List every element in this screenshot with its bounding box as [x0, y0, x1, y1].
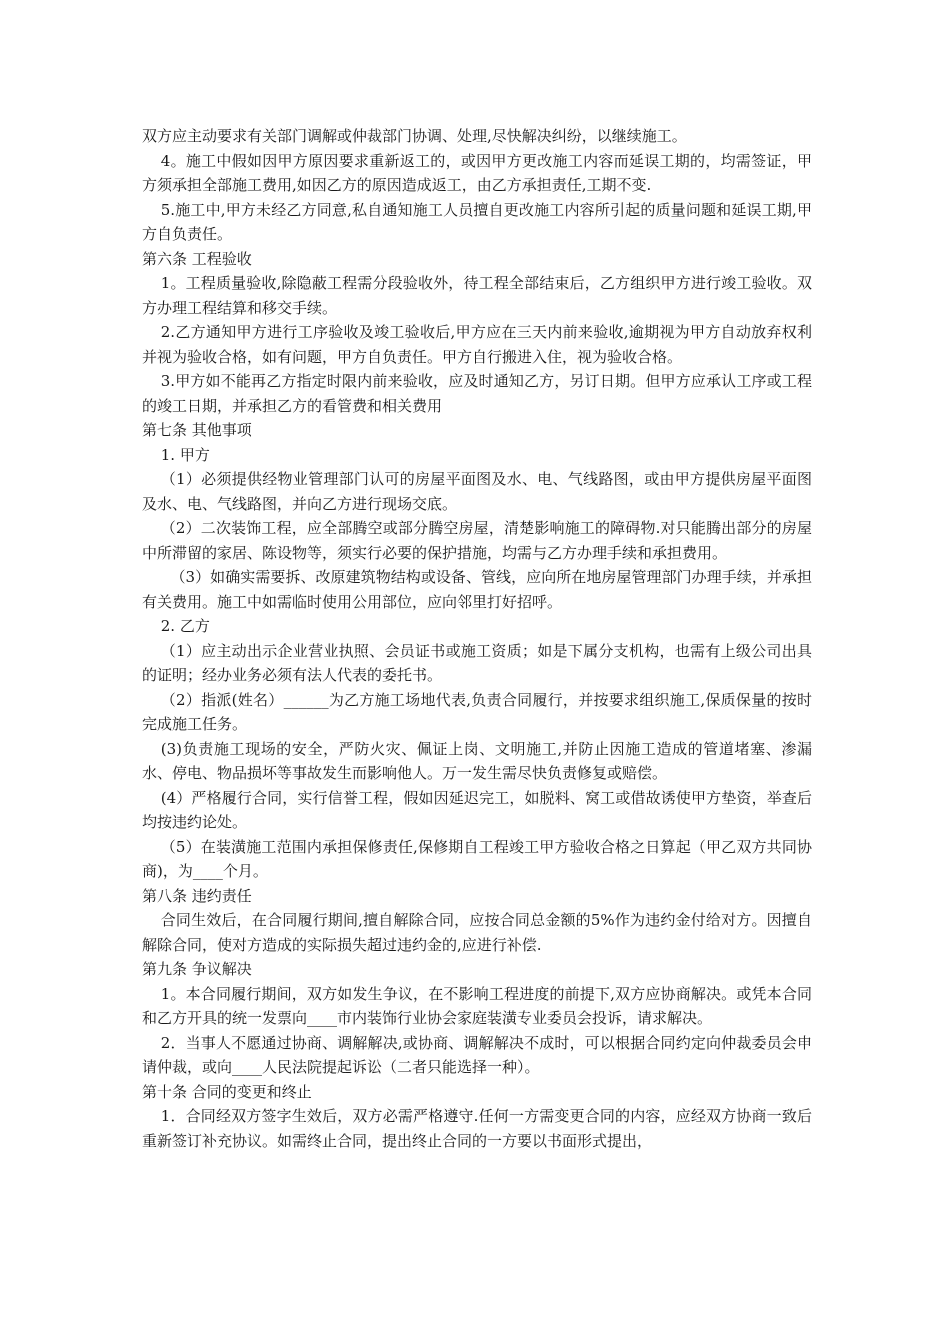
paragraph: (4）严格履行合同，实行信誉工程，假如因延迟完工，如脱料、窝工或借故诱使甲方垫资，举查后均按违约论处。	[142, 788, 812, 831]
paragraph: 双方应主动要求有关部门调解或仲裁部门协调、处理,尽快解决纠纷，以继续施工。	[142, 127, 687, 145]
paragraph: 2．当事人不愿通过协商、调解解决,或协商、调解解决不成时，可以根据合同约定向仲裁委员会申请仲裁，或向____人民法院提起诉讼（二者只能选择一种）。	[142, 1033, 812, 1076]
section-heading: 第十条 合同的变更和终止	[142, 1082, 312, 1101]
paragraph: (3)负责施工现场的安全，严防火灾、佩证上岗、文明施工,并防止因施工造成的管道堵塞、渗漏水、停电、物品损坏等事故发生而影响他人。万一发生需尽快负责修复或赔偿。	[142, 739, 812, 782]
paragraph: 1. 甲方	[160, 445, 210, 464]
paragraph: 2. 乙方	[160, 617, 210, 635]
section-heading: 第八条 违约责任	[142, 886, 252, 905]
paragraph: （2）指派(姓名）______为乙方施工场地代表,负责合同履行，并按要求组织施工,保质保量的按时完成施工任务。	[142, 690, 812, 733]
paragraph: （1）应主动出示企业营业执照、会员证书或施工资质；如是下属分支机构，也需有上级公司出具的证明；经办业务必须有法人代表的委托书。	[142, 641, 812, 684]
paragraph: （5）在装潢施工范围内承担保修责任,保修期自工程竣工甲方验收合格之日算起（甲乙双方共同协商)，为____个月。	[142, 837, 812, 880]
paragraph: 3.甲方如不能再乙方指定时限内前来验收，应及时通知乙方，另订日期。但甲方应承认工序或工程的竣工日期，并承担乙方的看管费和相关费用	[142, 372, 812, 415]
paragraph: 4。施工中假如因甲方原因要求重新返工的，或因甲方更改施工内容而延误工期的，均需签证，甲方须承担全部施工费用,如因乙方的原因造成返工，由乙方承担责任,工期不变.	[142, 151, 812, 194]
paragraph: 1。本合同履行期间，双方如发生争议，在不影响工程进度的前提下,双方应协商解决。或凭本合同和乙方开具的统一发票向____市内装饰行业协会家庭装潢专业委员会投诉，请求解决。	[142, 984, 812, 1027]
paragraph: （3）如确实需要拆、改原建筑物结构或设备、管线，应向所在地房屋管理部门办理手续，并承担有关费用。施工中如需临时使用公用部位，应向邻里打好招呼。	[142, 568, 812, 611]
paragraph: 5.施工中,甲方未经乙方同意,私自通知施工人员擅自更改施工内容所引起的质量问题和延误工期,甲方自负责任。	[142, 200, 812, 243]
paragraph: （1）必须提供经物业管理部门认可的房屋平面图及水、电、气线路图，或由甲方提供房屋平面图及水、电、气线路图，并向乙方进行现场交底。	[142, 470, 812, 513]
section-heading: 第七条 其他事项	[142, 421, 252, 439]
paragraph: 1．合同经双方签字生效后，双方必需严格遵守.任何一方需变更合同的内容，应经双方协商一致后重新签订补充协议。如需终止合同，提出终止合同的一方要以书面形式提出，	[142, 1107, 812, 1150]
document-body	[142, 124, 812, 1153]
paragraph: （2）二次装饰工程，应全部腾空或部分腾空房屋，清楚影响施工的障碍物.对只能腾出部分的房屋中所滞留的家居、陈设物等，须实行必要的保护措施，均需与乙方办理手续和承担费用。	[142, 519, 812, 562]
paragraph: 1。工程质量验收,除隐蔽工程需分段验收外，待工程全部结束后，乙方组织甲方进行竣工验收。双方办理工程结算和移交手续。	[142, 274, 812, 317]
section-heading: 第六条 工程验收	[142, 249, 252, 268]
paragraph: 合同生效后，在合同履行期间,擅自解除合同，应按合同总金额的5%作为违约金付给对方。因擅自解除合同，使对方造成的实际损失超过违约金的,应进行补偿.	[142, 911, 812, 954]
section-heading: 第九条 争议解决	[142, 960, 252, 978]
paragraph: 2.乙方通知甲方进行工序验收及竣工验收后,甲方应在三天内前来验收,逾期视为甲方自动放弃权利并视为验收合格，如有问题，甲方自负责任。甲方自行搬进入住，视为验收合格。	[142, 323, 812, 366]
